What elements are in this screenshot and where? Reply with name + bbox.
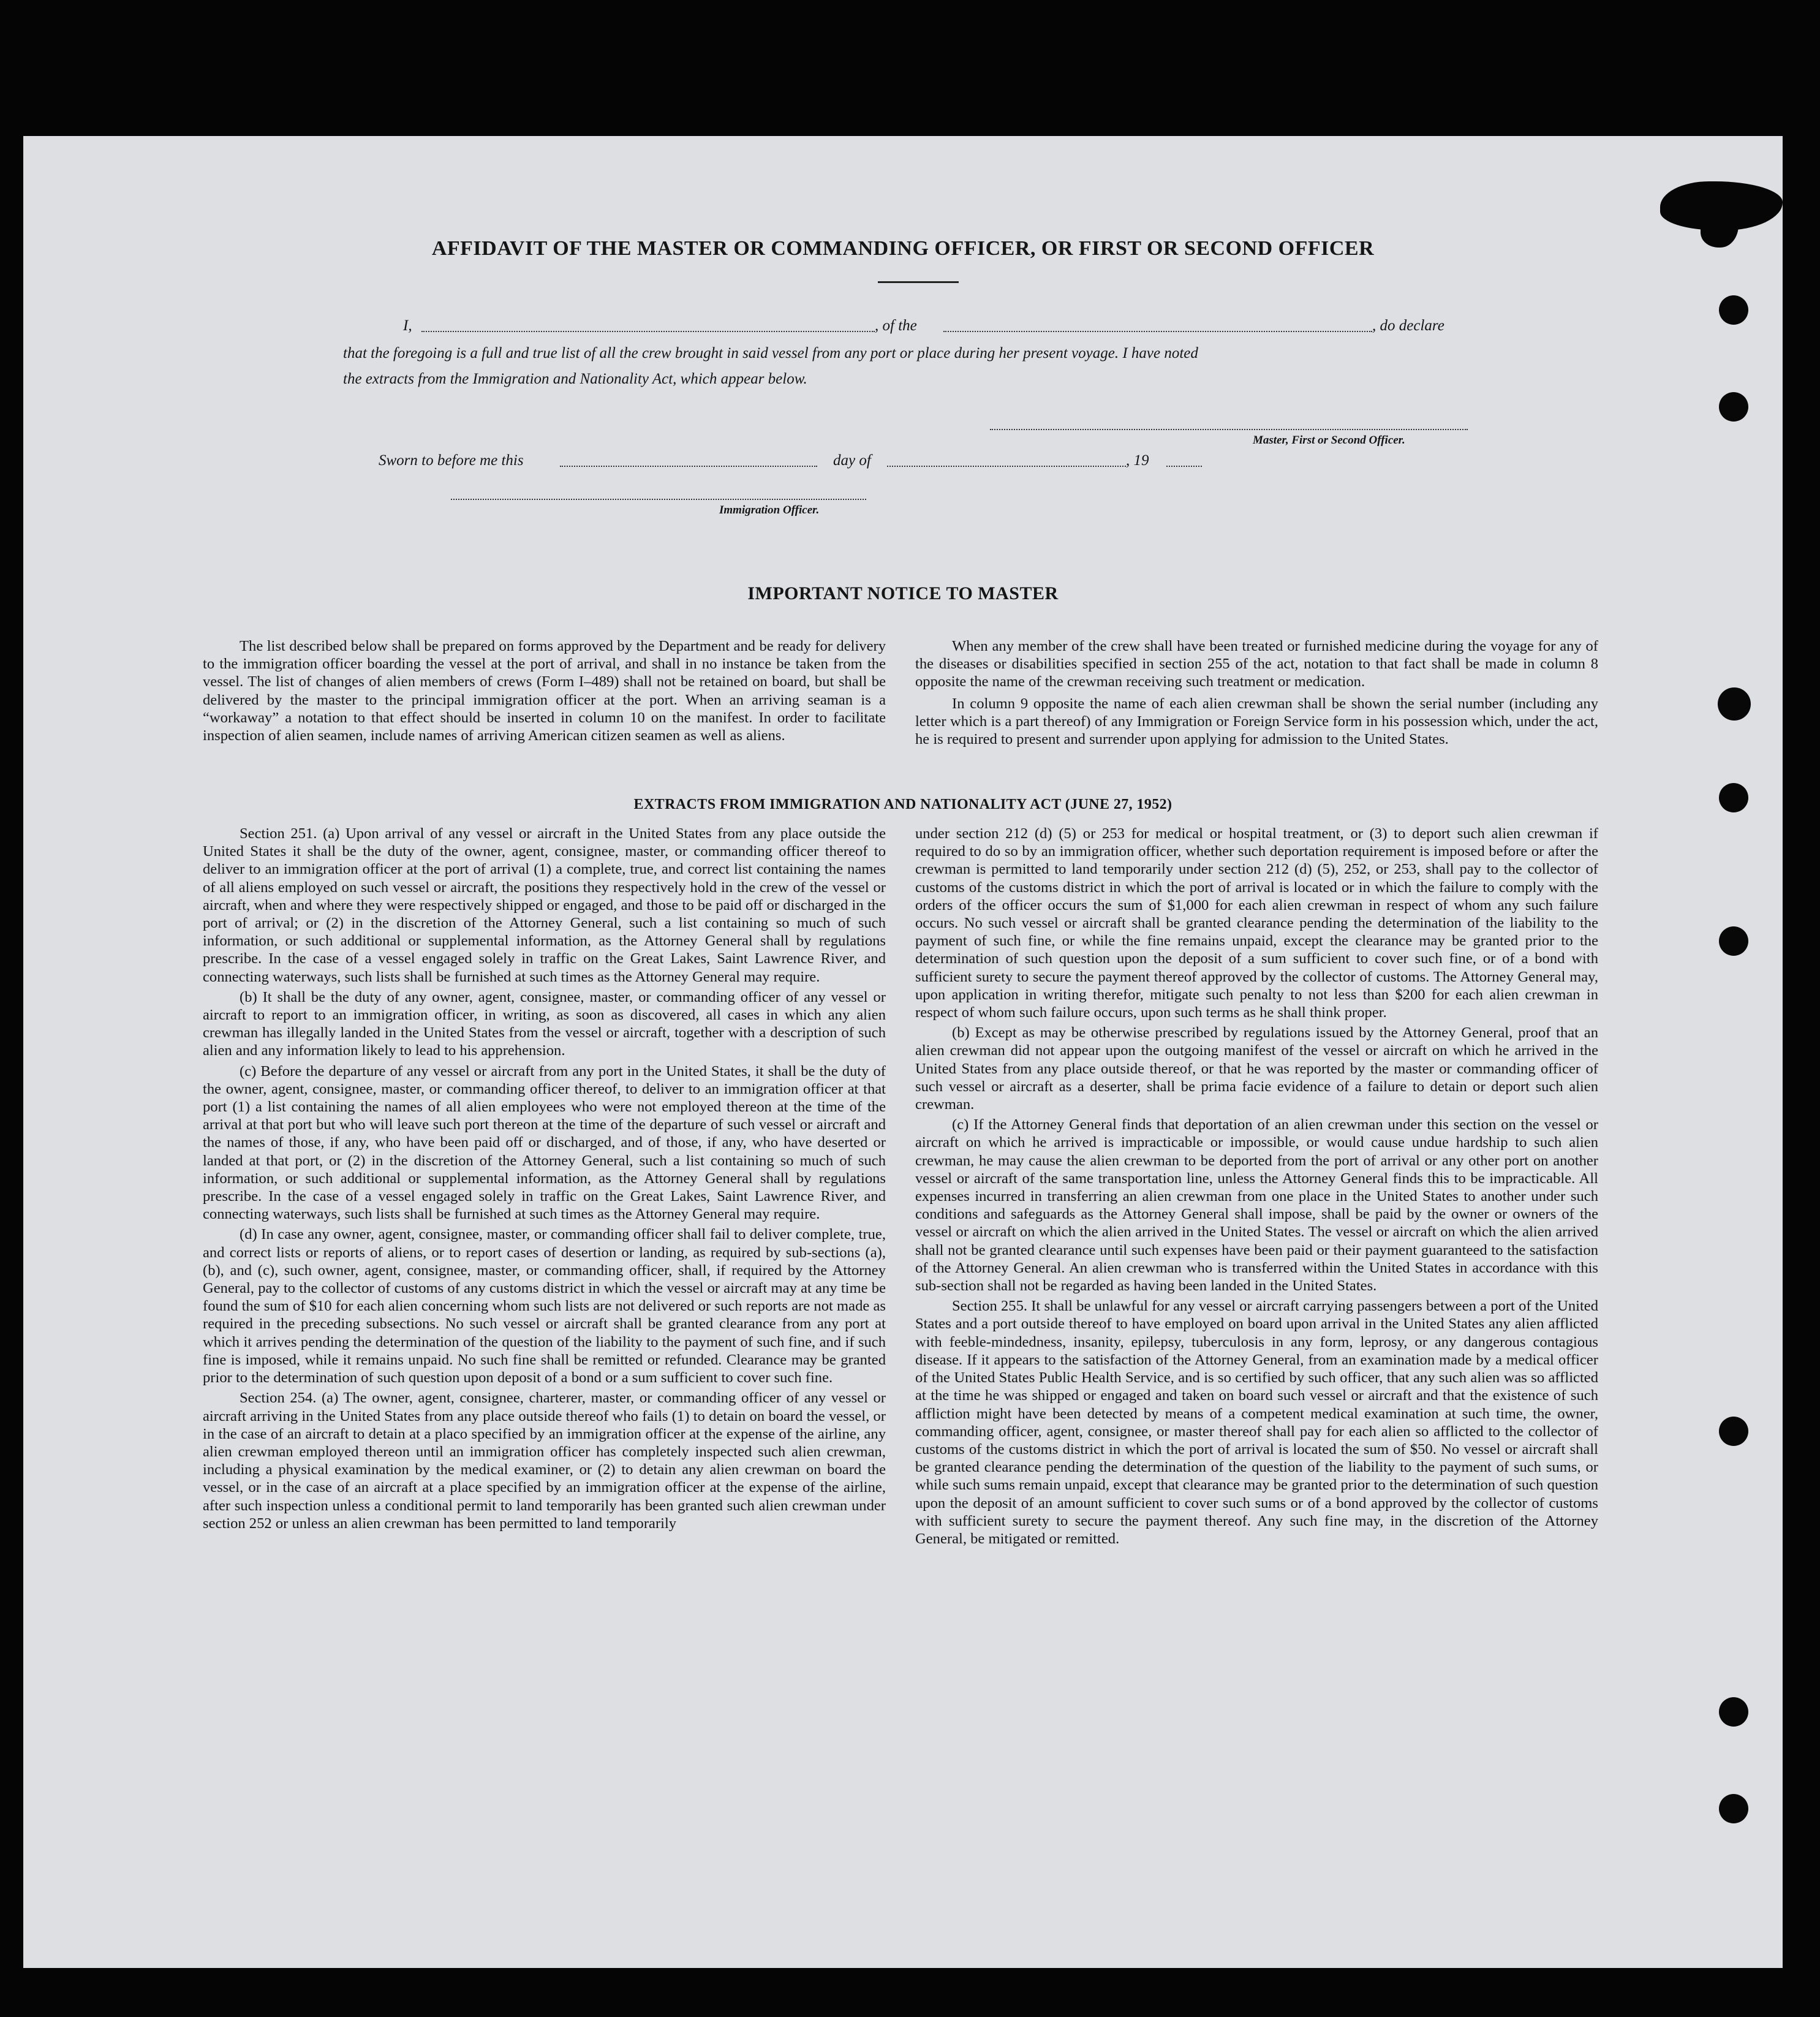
affidavit-do-declare-label: , do declare — [1372, 317, 1444, 334]
document-page — [23, 136, 1783, 1968]
punch-hole — [1719, 1417, 1748, 1446]
affidavit-of-the-label: , of the — [875, 317, 917, 334]
section-paragraph: Section 251. (a) Upon arrival of any vessel or aircraft in the United States from any place outside the United States it shall be the duty of the owner, agent, consignee, master, or commanding officer thereof to deliver to an immigration officer at the port of arrival (1) a complete, true, and correct list containing the names of all aliens employed on such vessel or aircraft, the positions they respectively hold in the crew of the vessel or aircraft, when and where they were respectively shipped or engaged, and those to be paid off or discharged in the port of arrival; or (2) in the discretion of the Attorney General, such a list containing so much of such information, or such additional or supplemental information, as the Attorney General shall by regulations prescribe. In the case of a vessel engaged solely in traffic on the Great Lakes, Saint Lawrence River, and connecting waterways, such lists shall be furnished at such times as the Attorney General may require. — [203, 825, 886, 985]
section-paragraph: under section 212 (d) (5) or 253 for medical or hospital treatment, or (3) to deport such alien crewman if required to do so by an immigration officer, whether such deportation requirement is imposed before or after the crewman is permitted to land temporarily under section 212 (d) (5), 252, or 253, shall pay to the collector of customs of the customs district in which the port of arrival is located or in which the failure to comply with the orders of the officer occurs the sum of $1,000 for each alien crewman in respect of whom any such failure occurs. No such vessel or aircraft shall be granted clearance pending the determination of the liability to the payment of such fine, or while the fine remains unpaid, except the clearance may be granted prior to the determination of such question upon the deposit of a sum sufficient to cover such fine, or of a bond with sufficient surety to secure the payment thereof approved by the collector of customs. The Attorney General may, upon application in writing therefor, mitigate such penalty to not less than $200 for each alien crewman in respect of whom such failure occurs, upon such terms as he shall think proper. — [915, 825, 1598, 1021]
master-signature-line[interactable] — [990, 429, 1468, 430]
notice-paragraph: The list described below shall be prepared on forms approved by the Department and be ready for delivery to the immigration officer boarding the vessel at the port of arrival, and shall in no instance be taken from the vessel. The list of changes of alien members of crews (Form I–489) shall not be retained on board, but shall be delivered by the master to the principal immigration officer at the port. When an arriving seaman is a “workaway” a notation to that effect should be inserted in column 10 on the manifest. In order to facilitate inspection of alien seamen, include names of arriving American citizen seamen as well as aliens. — [203, 638, 886, 744]
name-field[interactable] — [421, 331, 875, 332]
punch-hole — [1719, 295, 1748, 325]
punch-hole — [1718, 687, 1751, 721]
punch-hole — [1719, 1794, 1748, 1823]
notice-paragraph: When any member of the crew shall have been treated or furnished medicine during the voyage for any of the diseases or disabilities specified in section 255 of the act, notation to that fact shall be made in column 8 opposite the name of the crewman receiving such treatment or medication. — [915, 638, 1598, 691]
year-label: , 19 — [1126, 452, 1149, 469]
vessel-field[interactable] — [943, 331, 1372, 332]
punch-hole — [1719, 926, 1748, 956]
immigration-officer-caption: Immigration Officer. — [719, 504, 820, 517]
notice-title: IMPORTANT NOTICE TO MASTER — [747, 583, 1059, 604]
day-of-label: day of — [833, 452, 871, 469]
title-divider — [878, 281, 959, 283]
immigration-officer-signature-line[interactable] — [451, 499, 866, 500]
sworn-year-field[interactable] — [1166, 466, 1202, 467]
notice-left-column — [203, 637, 886, 744]
section-paragraph: (d) In case any owner, agent, consignee, master, or commanding officer shall fail to deliver complete, true, and correct lists or reports of aliens, or to report cases of desertion or landing, as required by sub-sections (a), (b), and (c), such owner, agent, consignee, master, or commanding officer, shall, if required by the Attorney General, pay to the collector of customs of any customs district in which the vessel or aircraft may at any time be found the sum of $10 for each alien concerning whom such lists are not delivered or such reports are not made as required in the preceding subsections. No such vessel or aircraft shall be granted clearance from any port at which it arrives pending the determination of the question of the liability to the payment of such fine, and if such fine is imposed, while it remains unpaid. No such fine shall be remitted or refunded. Clearance may be granted prior to the determination of such question upon deposit of a bond or a sum sufficient to cover such fine. — [203, 1226, 886, 1387]
affidavit-title: AFFIDAVIT OF THE MASTER OR COMMANDING OFFICER, OR FIRST OR SECOND OFFICER — [431, 237, 1375, 260]
punch-hole — [1719, 1697, 1748, 1727]
sworn-month-field[interactable] — [887, 466, 1126, 467]
section-paragraph: (b) Except as may be otherwise prescribed by regulations issued by the Attorney General, proof that an alien crewman did not appear upon the outgoing manifest of the vessel or aircraft on which he arrived in the United States from any place outside thereof, or that he was reported by the master or commanding officer of such vessel or aircraft as a deserter, shall be prima facie evidence of a failure to detain or deport such alien crewman. — [915, 1024, 1598, 1113]
sworn-day-field[interactable] — [560, 466, 817, 467]
section-paragraph: (b) It shall be the duty of any owner, agent, consignee, master, or commanding officer of any vessel or aircraft to report to an immigration officer, in writing, as soon as discovered, all cases in which any alien crewman has illegally landed in the United States from the vessel or aircraft, together with a description of such alien and any information likely to lead to his apprehension. — [203, 988, 886, 1059]
affidavit-i-label: I, — [403, 317, 412, 334]
punch-hole — [1719, 392, 1748, 422]
extracts-right-column — [915, 825, 1598, 1548]
affidavit-statement-line: that the foregoing is a full and true list of all the crew brought in said vessel from any port or place during her present voyage. I have noted — [343, 345, 1198, 361]
sworn-label: Sworn to before me this — [379, 452, 524, 469]
extracts-left-column — [203, 825, 886, 1532]
section-paragraph: (c) Before the departure of any vessel or aircraft from any port in the United States, it shall be the duty of the owner, agent, consignee, master, or commanding officer thereof, to deliver to an immigration officer at that port (1) a list containing the names of all alien employees who were not employed thereon at the time of the arrival at that port but who will leave such port thereon at the time of the departure of such vessel or aircraft and the names of those, if any, who have been paid off or discharged, and of those, if any, who have deserted or landed at that port, or (2) in the discretion of the Attorney General, such a list containing so much of such information, or such additional or supplemental information, as the Attorney General shall by regulations prescribe. In the case of a vessel engaged solely in traffic on the Great Lakes, Saint Lawrence River, and connecting waterways, such lists shall be furnished at such times as the Attorney General may require. — [203, 1062, 886, 1223]
section-paragraph: Section 255. It shall be unlawful for any vessel or aircraft carrying passengers between a port of the United States and a port outside thereof to have employed on board upon arrival in the United States any alien afflicted with feeble-mindedness, insanity, epilepsy, tuberculosis in any form, leprosy, or any dangerous contagious disease. If it appears to the satisfaction of the Attorney General, from an examination made by a medical officer of the United States Public Health Service, and is so certified by such officer, that any such alien was so afflicted at the time he was shipped or engaged and taken on board such vessel or aircraft and that the existence of such affliction might have been detected by means of a competent medical examination at such time, the owner, commanding officer, agent, consignee, or master thereof shall pay for each alien so afflicted to the collector of customs of the customs district in which the port of arrival is located the sum of $50. No vessel or aircraft shall be granted clearance pending the determination of the question of the liability to the payment of such sums, or while such sums remain unpaid, except that clearance may be granted prior to the determination of such question upon the deposit of an amount sufficient to cover such sums or of a bond approved by the collector of customs with sufficient surety to secure the payment thereof. Any such fine may, in the discretion of the Attorney General, be mitigated or remitted. — [915, 1298, 1598, 1547]
section-paragraph: Section 254. (a) The owner, agent, consignee, charterer, master, or commanding officer of any vessel or aircraft arriving in the United States from any place outside thereof who fails (1) to detain on board the vessel, or in the case of an aircraft to detain at a placo specified by an immigration officer at the expense of the airline, any alien crewman employed thereon until an immigration officer has completely inspected such alien crewman, including a physical examination by the medical examiner, or (2) to detain any alien crewman on board the vessel, or in the case of an aircraft at a place specified by an immigration officer at the expense of the airline, after such inspection unless a conditional permit to land temporarily has been granted such alien crewman under section 252 or unless an alien crewman has been permitted to land temporarily — [203, 1390, 886, 1532]
notice-paragraph: In column 9 opposite the name of each alien crewman shall be shown the serial number (including any letter which is a part thereof) of any Immigration or Foreign Service form in his possession which, under the act, he is required to present and surrender upon applying for admission to the United States. — [915, 695, 1598, 748]
extracts-title: EXTRACTS FROM IMMIGRATION AND NATIONALITY ACT (JUNE 27, 1952) — [633, 797, 1172, 812]
section-paragraph: (c) If the Attorney General finds that deportation of an alien crewman under this section on the vessel or aircraft on which he arrived is impracticable or impossible, or would cause undue hardship to such alien crewman, he may cause the alien crewman to be deported from the port of arrival or any other port on another vessel or aircraft of the same transportation line, unless the Attorney General finds this to be impracticable. All expenses incurred in transferring an alien crewman from one place in the United States to another under such conditions and safeguards as the Attorney General shall impose, shall be paid by the owner or owners of the vessel or aircraft on which the alien arrived in the United States. The vessel or aircraft on which the alien arrived shall not be granted clearance until such expenses have been paid or their payment guaranteed to the satisfaction of the Attorney General. An alien crewman who is transferred within the United States in accordance with this sub-section shall not be regarded as having been landed in the United States. — [915, 1116, 1598, 1295]
affidavit-statement-line: the extracts from the Immigration and Nationality Act, which appear below. — [343, 371, 807, 387]
notice-right-column — [915, 637, 1598, 748]
master-signature-caption: Master, First or Second Officer. — [1253, 434, 1405, 447]
